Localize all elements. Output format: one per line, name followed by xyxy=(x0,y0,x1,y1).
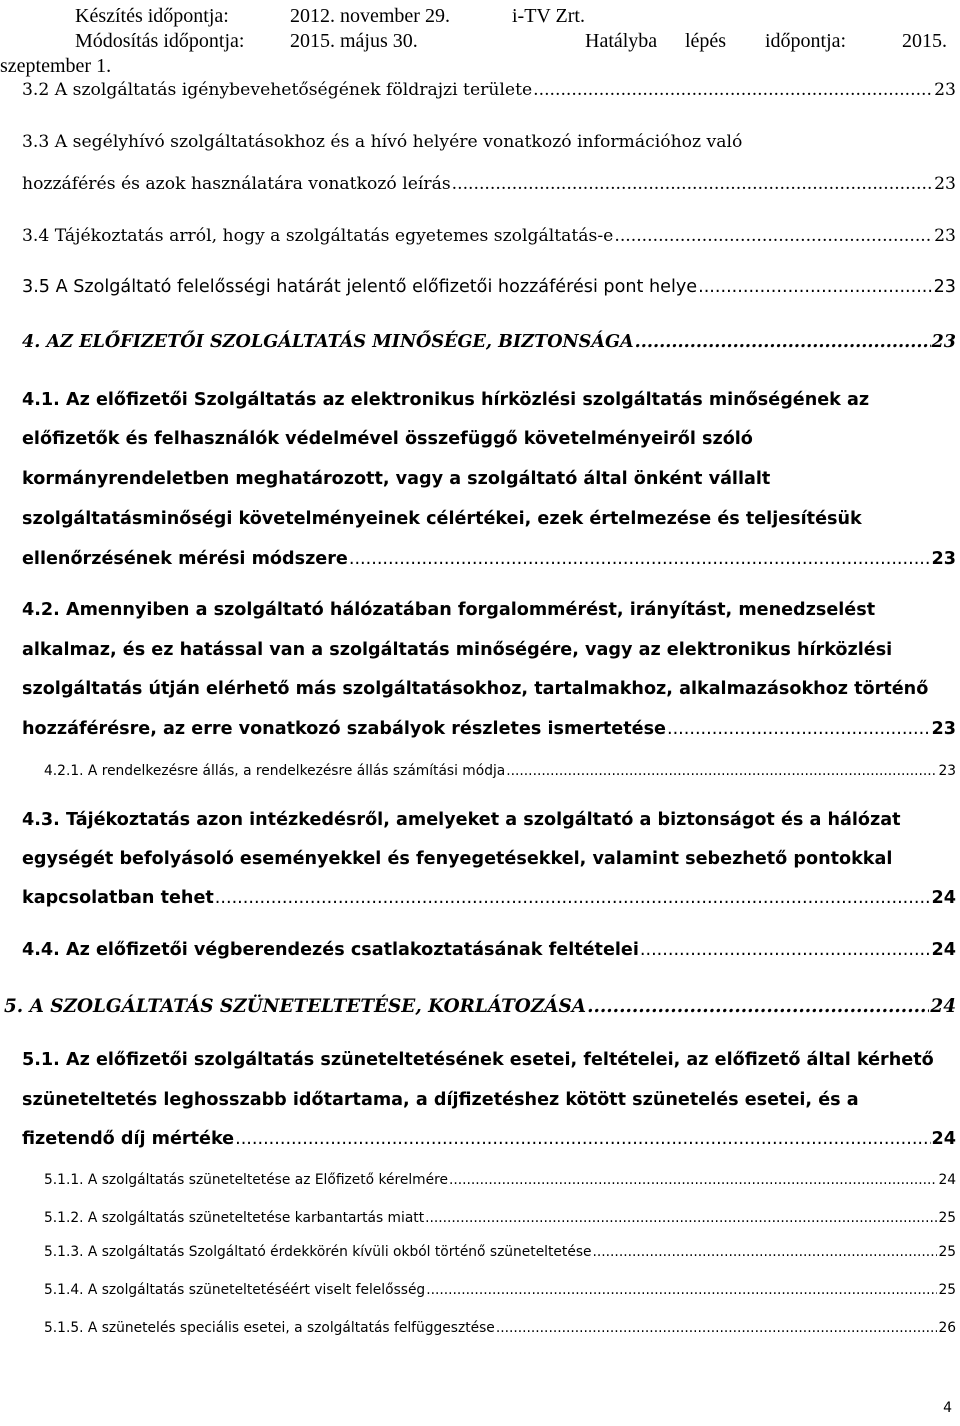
toc-leader xyxy=(425,1210,937,1226)
toc-entry-5-1[interactable] xyxy=(22,1129,956,1149)
toc-leader xyxy=(635,331,931,352)
toc-leader xyxy=(593,1244,938,1260)
toc-entry-text: 5.1.3. A szolgáltatás Szolgáltató érdekkörén kívüli okból történő szüneteltetése xyxy=(44,1244,592,1260)
toc-leader xyxy=(533,80,933,100)
toc-leader xyxy=(698,277,933,297)
created-label: Készítés időpontja: xyxy=(75,5,229,27)
toc-entry-text: 3.4 Tájékoztatás arról, hogy a szolgáltatás egyetemes szolgáltatás-e xyxy=(22,226,614,246)
toc-entry-4-3-line[interactable]: egységét befolyásoló eseményekkel és fenyegetésekkel, valamint sebezhető pontokkal xyxy=(22,849,893,869)
toc-entry-text: kapcsolatban tehet xyxy=(22,888,214,908)
toc-page-number: 24 xyxy=(938,1172,956,1188)
toc-page-number: 23 xyxy=(934,80,956,100)
toc-leader xyxy=(496,1320,938,1336)
toc-page-number: 24 xyxy=(931,940,956,960)
effective-label-3: időpontja: xyxy=(765,30,847,52)
toc-page-number: 23 xyxy=(934,226,956,246)
toc-entry-text: 4.4. Az előfizetői végberendezés csatlakoztatásának feltételei xyxy=(22,940,639,960)
toc-entry-text: 5. A SZOLGÁLTATÁS SZÜNETELTETÉSE, KORLÁTOZÁSA xyxy=(4,996,587,1017)
toc-entry-4-3[interactable] xyxy=(22,888,956,908)
toc-page-number: 23 xyxy=(931,331,956,352)
toc-page-number: 23 xyxy=(938,763,956,779)
toc-leader xyxy=(506,763,937,779)
toc-entry-5-1-5[interactable] xyxy=(44,1320,956,1336)
toc-page-number: 25 xyxy=(938,1210,956,1226)
toc-entry-4-1-line[interactable]: kormányrendeletben meghatározott, vagy a szolgáltató által önként vállalt xyxy=(22,469,771,489)
toc-entry-3-3[interactable] xyxy=(22,174,956,194)
toc-leader xyxy=(215,888,931,908)
toc-page-number: 24 xyxy=(931,888,956,908)
toc-entry-3-2[interactable] xyxy=(22,80,956,100)
toc-entry-text: fizetendő díj mértéke xyxy=(22,1129,235,1149)
toc-leader xyxy=(235,1129,930,1149)
toc-page-number: 23 xyxy=(931,719,956,739)
toc-entry-4-1-line[interactable]: 4.1. Az előfizetői Szolgáltatás az elektronikus hírközlési szolgáltatás minőségének az xyxy=(22,390,870,410)
toc-entry-5-1-3[interactable] xyxy=(44,1244,956,1260)
toc-entry-text: ellenőrzésének mérési módszere xyxy=(22,549,348,569)
toc-page-number: 24 xyxy=(930,996,956,1017)
toc-leader xyxy=(452,174,933,194)
toc-entry-text: 5.1.2. A szolgáltatás szüneteltetése karbantartás miatt xyxy=(44,1210,425,1226)
toc-entry-4-2-line[interactable]: alkalmaz, és ez hatással van a szolgáltatás minőségére, vagy az elektronikus hírközlési xyxy=(22,640,893,660)
toc-leader xyxy=(587,996,929,1017)
toc-entry-4-2-1[interactable] xyxy=(44,763,956,779)
toc-page-number: 23 xyxy=(931,549,956,569)
toc-entry-text: 3.5 A Szolgáltató felelősségi határát jelentő előfizetői hozzáférési pont helye xyxy=(22,277,698,297)
toc-entry-4[interactable] xyxy=(22,331,956,352)
toc-leader xyxy=(640,940,931,960)
toc-entry-4-1[interactable] xyxy=(22,549,956,569)
toc-entry-5-1-line[interactable]: szüneteltetés leghosszabb időtartama, a díjfizetéshez kötött szünetelés esetei, és a xyxy=(22,1090,859,1110)
toc-entry-4-3-line[interactable]: 4.3. Tájékoztatás azon intézkedésről, amelyeket a szolgáltató a biztonságot és a hálózat xyxy=(22,810,901,830)
effective-label-1: Hatályba xyxy=(585,30,658,52)
toc-page-number: 25 xyxy=(938,1282,956,1298)
toc-entry-text: 5.1.4. A szolgáltatás szüneteltetéséért viselt felelősség xyxy=(44,1282,426,1298)
toc-leader xyxy=(614,226,933,246)
toc-entry-5-1-2[interactable] xyxy=(44,1210,956,1226)
company-name: i-TV Zrt. xyxy=(512,5,585,27)
toc-entry-3-4[interactable] xyxy=(22,226,956,246)
toc-entry-3-5[interactable] xyxy=(22,277,956,297)
toc-entry-5-1-1[interactable] xyxy=(44,1172,956,1188)
toc-page-number: 24 xyxy=(931,1129,956,1149)
toc-entry-text: 5.1.1. A szolgáltatás szüneteltetése az Előfizető kérelmére xyxy=(44,1172,448,1188)
created-value: 2012. november 29. xyxy=(290,5,450,27)
toc-entry-text: hozzáférésre, az erre vonatkozó szabályok részletes ismertetése xyxy=(22,719,666,739)
toc-leader xyxy=(667,719,931,739)
modified-value: 2015. május 30. xyxy=(290,30,418,52)
toc-entry-4-2[interactable] xyxy=(22,719,956,739)
toc-entry-5-1-line[interactable]: 5.1. Az előfizetői szolgáltatás szüneteltetésének esetei, feltételei, az előfizető által kérhető xyxy=(22,1050,934,1070)
toc-entry-5[interactable] xyxy=(4,996,956,1017)
toc-entry-4-2-line[interactable]: szolgáltatás útján elérhető más szolgáltatásokhoz, tartalmakhoz, alkalmazásokhoz történő xyxy=(22,679,929,699)
toc-entry-text: 3.2 A szolgáltatás igénybevehetőségének földrajzi területe xyxy=(22,80,533,100)
toc-entry-text: 5.1.5. A szünetelés speciális esetei, a szolgáltatás felfüggesztése xyxy=(44,1320,495,1336)
toc-entry-4-1-line[interactable]: előfizetők és felhasználók védelmével összefüggő követelményeiről szóló xyxy=(22,429,753,449)
toc-entry-text: 4. AZ ELŐFIZETŐI SZOLGÁLTATÁS MINŐSÉGE, BIZTONSÁGA xyxy=(22,331,634,352)
toc-page-number: 23 xyxy=(933,277,956,297)
toc-entry-3-3-line1[interactable]: 3.3 A segélyhívó szolgáltatásokhoz és a hívó helyére vonatkozó információhoz való xyxy=(22,132,743,152)
effective-rest: szeptember 1. xyxy=(0,55,112,77)
toc-leader xyxy=(349,549,931,569)
toc-entry-4-4[interactable] xyxy=(22,940,956,960)
toc-entry-text: hozzáférés és azok használatára vonatkozó leírás xyxy=(22,174,451,194)
page-number: 4 xyxy=(943,1400,952,1416)
toc-page-number: 26 xyxy=(938,1320,956,1336)
toc-entry-5-1-4[interactable] xyxy=(44,1282,956,1298)
toc-leader xyxy=(449,1172,937,1188)
effective-label-2: lépés xyxy=(685,30,727,52)
document-header xyxy=(0,0,960,77)
toc-entry-4-2-line[interactable]: 4.2. Amennyiben a szolgáltató hálózatában forgalommérést, irányítást, menedzselést xyxy=(22,600,876,620)
toc-leader xyxy=(426,1282,937,1298)
toc-entry-text: 4.2.1. A rendelkezésre állás, a rendelkezésre állás számítási módja xyxy=(44,763,506,779)
modified-label: Módosítás időpontja: xyxy=(75,30,245,52)
toc-entry-4-1-line[interactable]: szolgáltatásminőségi követelményeinek célértékei, ezek értelmezése és teljesítésük xyxy=(22,509,862,529)
toc-page-number: 25 xyxy=(938,1244,956,1260)
toc-page-number: 23 xyxy=(934,174,956,194)
effective-year: 2015. xyxy=(902,30,947,52)
